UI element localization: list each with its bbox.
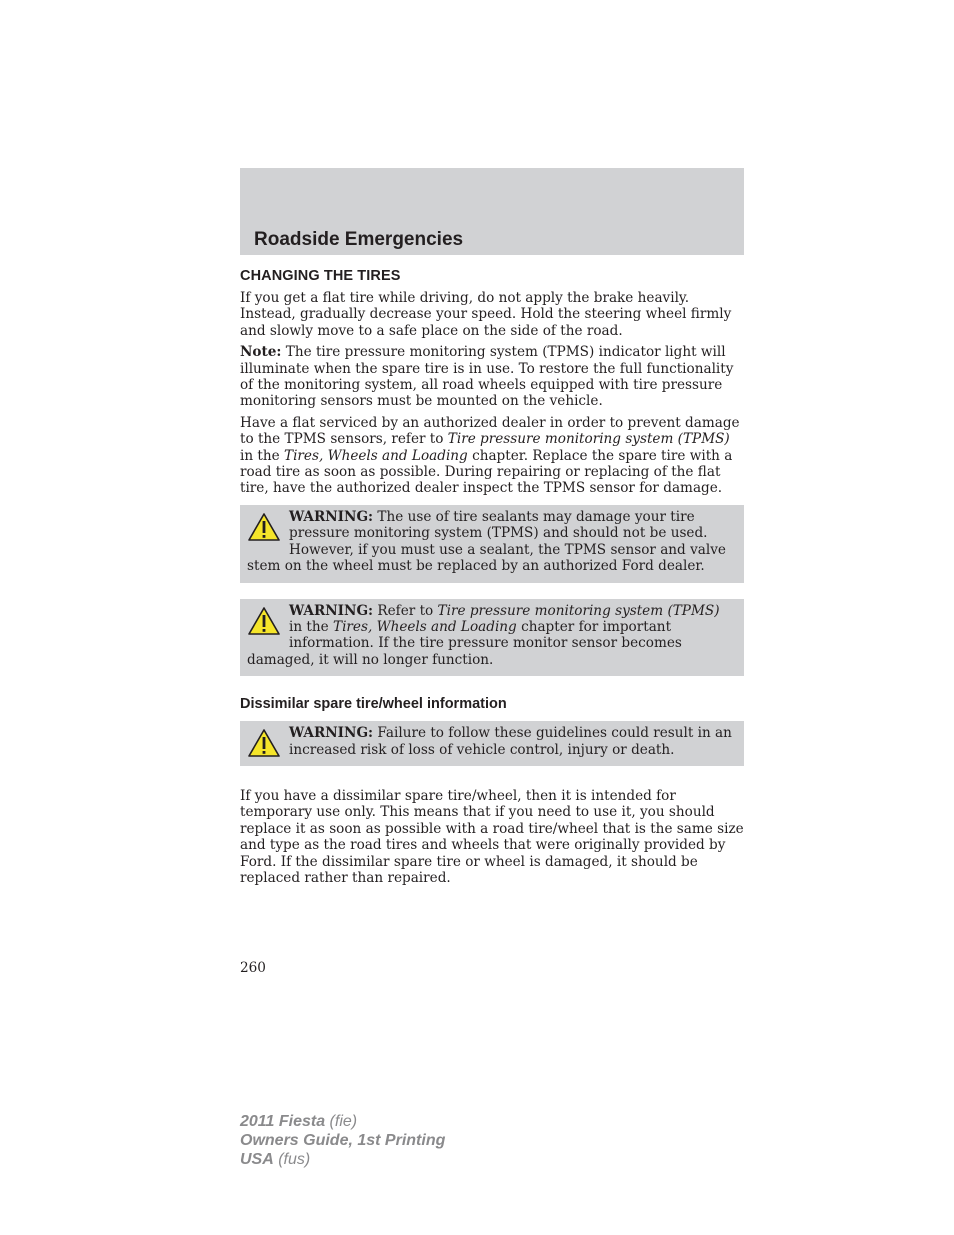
- tpms-reference: Tire pressure monitoring system (TPMS): [447, 431, 730, 448]
- warning-label: WARNING:: [289, 508, 374, 525]
- paragraph-flat-tire: If you get a flat tire while driving, do not apply the brake heavily. Instead, gradually decrease your speed. Hold the steering wheel firmly and slowly move to a safe place on the side of the road.: [240, 290, 732, 339]
- warning-text-a: Refer to: [373, 602, 438, 619]
- tpms-reference: Tire pressure monitoring system (TPMS): [437, 602, 720, 619]
- warning-triangle-icon: [247, 512, 281, 542]
- footer-market-code: (fus): [273, 1151, 311, 1168]
- footer-line-market: [240, 1150, 445, 1169]
- chapter-reference: Tires, Wheels and Loading: [333, 618, 517, 635]
- chapter-reference: Tires, Wheels and Loading: [284, 447, 468, 464]
- warning-box-sealants: [240, 505, 744, 583]
- warning-box-tpms-reference: [240, 599, 744, 677]
- section-title: CHANGING THE TIRES: [240, 268, 401, 284]
- note-label: Note:: [240, 344, 282, 361]
- chapter-title: Roadside Emergencies: [254, 229, 464, 250]
- warning-box-guidelines: [240, 721, 744, 766]
- footer-model-code: (fie): [325, 1113, 358, 1130]
- chapter-header-band: [240, 168, 744, 255]
- warning-label: WARNING:: [289, 725, 374, 742]
- page-number: 260: [240, 960, 266, 976]
- paragraph-note: [240, 344, 744, 410]
- footer-market: USA: [240, 1151, 274, 1168]
- service-text-b: in the: [240, 447, 285, 464]
- paragraph-dissimilar-spare: If you have a dissimilar spare tire/wheel, then it is intended for temporary use only. This means that if you need to use it, you should replace it as soon as possible with a road tire/wheel that is the same size and type as the road tires and wheels that were originally provided by Ford. If the dissimilar spare tire or wheel is damaged, it should be replaced rather than repaired.: [240, 787, 744, 886]
- service-text-c: chapter. Replace the spare tire with a road tire as soon as possible. During repairing or replacing of the flat tire, have the authorized dealer inspect the TPMS sensor for damage.: [240, 447, 733, 497]
- warning-triangle-icon: [247, 728, 281, 758]
- warning-text: Failure to follow these guidelines could result in an increased risk of loss of vehicle control, injury or death.: [289, 725, 732, 758]
- warning-text-b: in the: [289, 618, 334, 635]
- service-text-a: Have a flat serviced by an authorized dealer in order to prevent damage to the TPMS sensors, refer to: [240, 414, 740, 448]
- footer-model: 2011 Fiesta: [240, 1113, 326, 1130]
- footer-imprint: [240, 1112, 445, 1169]
- footer-line-model: [240, 1112, 445, 1131]
- subsection-title: Dissimilar spare tire/wheel information: [240, 696, 507, 713]
- warning-triangle-icon: [247, 606, 281, 636]
- warning-label: WARNING:: [289, 602, 374, 619]
- paragraph-service: [240, 415, 744, 497]
- warning-text-c: chapter for important information. If the tire pressure monitor sensor becomes damaged, it will no longer function.: [247, 618, 682, 668]
- page-content: [240, 268, 744, 891]
- note-text: The tire pressure monitoring system (TPMS) indicator light will illuminate when the spare tire is in use. To restore the full functionality of the monitoring system, all road wheels equipped with tire pressure monitoring sensors must be mounted on the vehicle.: [240, 344, 734, 410]
- warning-text: The use of tire sealants may damage your tire pressure monitoring system (TPMS) and should not be used. However, if you must use a sealant, the TPMS sensor and valve stem on the wheel must be replaced by an authorized Ford dealer.: [247, 508, 726, 575]
- footer-line-printing: Owners Guide, 1st Printing: [240, 1132, 446, 1149]
